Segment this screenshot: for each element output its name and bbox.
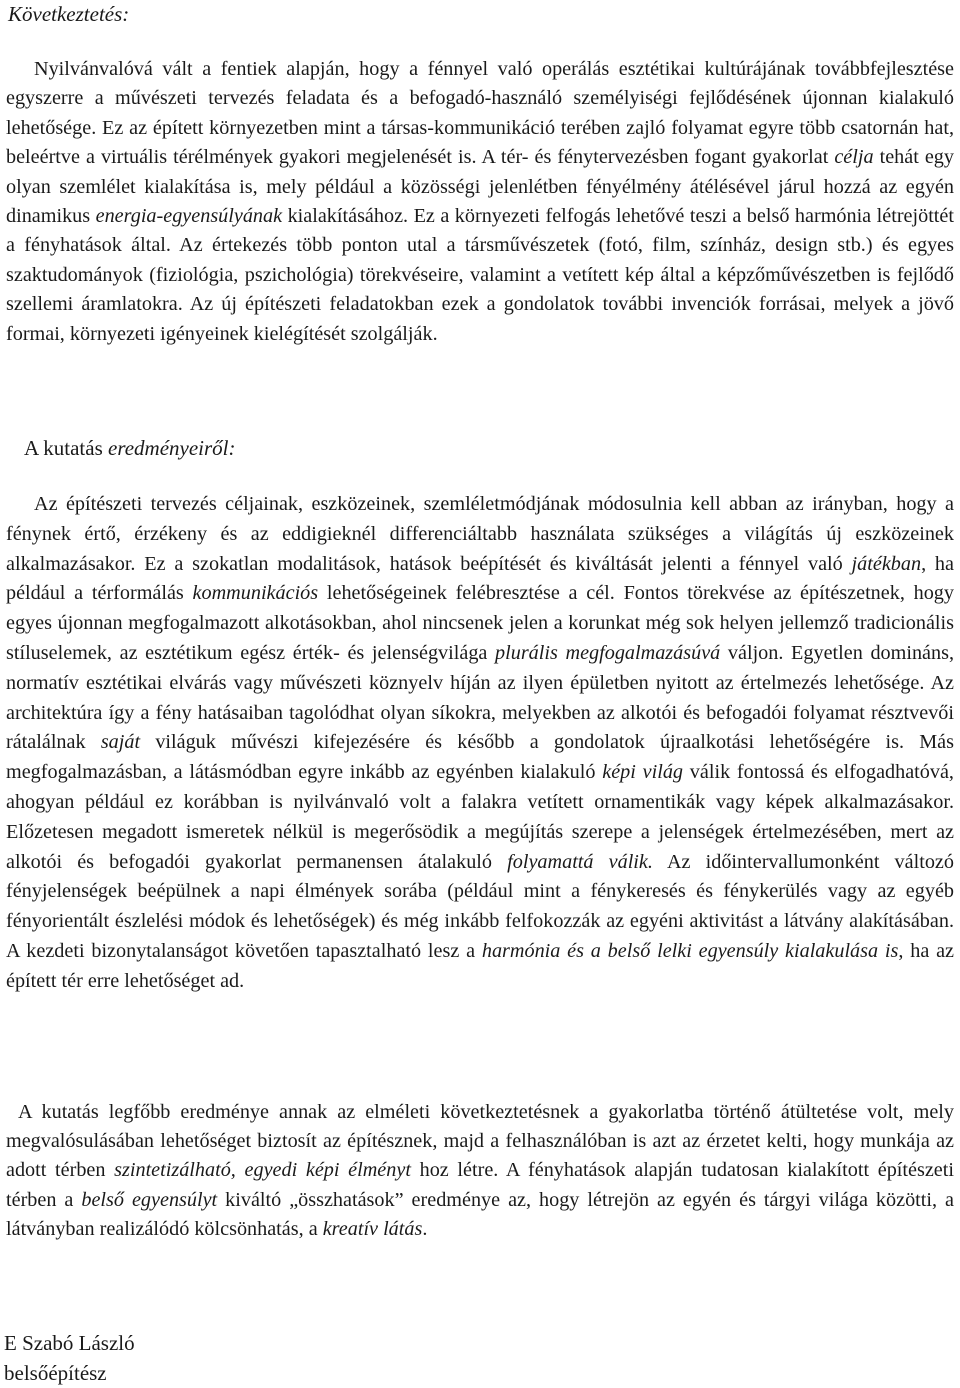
text-segment: Az építészeti tervezés céljainak, eszközeinek, szemléletmódjának módosulnia kell abban az irányban, hogy a fénynek értő, érzékeny és az eddigieknél differenciáltabb használata szükséges a világítás új eszközeinek alkalmazásakor. Ez a szokatlan modalitások, hatások beépítését és kiváltását jelenti a fénnyel való	[6, 493, 954, 575]
results-heading-italic: eredményeiről:	[108, 436, 236, 460]
text-segment: lehetőségeinek felébresztése a cél. Fontos törekvése az építészetnek, hogy egyes újonnan megfogalmazott alkotásokban, ahol nincsenek jelen a korunkat még sok helyen jellemző tradicionális stíluselemek, az esztétikum egész érték- és jelenségvilága	[6, 582, 954, 664]
signature-block	[4, 1328, 135, 1388]
text-segment: Az időintervallumonként változó fényjelenségek beépülnek a napi élmények sorába (például mint a fénykeresés és fénykerülés vagy az egyéb fényorientált észlelési módok és lehetőségek) és még inkább felfokozzák az egyéni aktivitást a látvány alakításában. A kezdeti bizonytalanságot követően tapasztalható lesz a	[6, 850, 954, 962]
italic-text-segment: energia-egyensúlyának	[95, 205, 283, 228]
text-segment: Nyilvánvalóvá vált a fentiek alapján, hogy a fénnyel való operálás esztétikai kultúrájának továbbfejlesztése egyszerre a művészeti tervezés feladata és a befogadó-használó személyiségi fejlődésének újonnan kialakuló lehetősége. Ez az épített környezetben mint a társas-kommunikáció terében zajló folyamat egyre több csatornán hat, beleértve a virtuális térélmények gyakori megjelenését is. A tér- és fénytervezésben fogant gyakorlat	[6, 58, 954, 169]
signature-name: E Szabó László	[4, 1331, 135, 1355]
text-segment: válik fontossá és elfogadhatóvá, ahogyan például ez korábban is nyilvánvaló volt a falakra vetített ornamentikák vagy képek alkalmazásakor. Előzetesen megadott ismeretek nélkül is megerősödik a megújítás szerepe a jelenségek értelmezésében, mert az alkotói és befogadói gyakorlat permanensen átalakuló	[6, 761, 954, 873]
italic-text-segment: folyamattá válik.	[507, 850, 653, 873]
italic-text-segment: kreatív látás	[322, 1217, 423, 1240]
italic-text-segment: belső egyensúlyt	[81, 1188, 218, 1211]
text-segment: tehát egy olyan szemlélet kialakítása is, mely például a közösségi jelenlétben fényélmény átélésével járul hozzá az egyén dinamikus	[6, 146, 954, 228]
italic-text-segment: célja	[834, 146, 874, 169]
text-segment: váljon. Egyetlen domináns, normatív esztétikai elvárás vagy művészeti köznyelv híján az ilyen épületben nyitott az értelmezés lehetősége. Az architektúra így a fény hatásaiban tagolódhat olyan síkokra, melyekben az alkotói és befogadói folyamat résztvevői rátalálnak	[6, 641, 955, 754]
italic-text-segment: szintetizálható, egyedi képi élményt	[114, 1159, 411, 1182]
results-heading-plain: A kutatás	[24, 436, 108, 460]
text-segment: kialakításához. Ez a környezeti felfogás lehetővé teszi a belső harmónia létrejöttét a fényhatások által. Az értekezés több ponton utal a társművészetek (fotó, film, színház, design stb.) és egyes szaktudományok (fiziológia, pszichológia) törekvéseire, valamint a vetített kép által a képzőművészetben is fejlődő szellemi áramlatokra. Az új építészeti feladatokban ezek a gondolatok további invenciók forrásai, melyek a jövő formai, környezeti igényeinek kielégítését szolgálják.	[6, 205, 954, 345]
text-segment: hoz létre. A fényhatások alapján tudatosan kialakított építészeti térben a	[6, 1159, 954, 1211]
italic-text-segment: harmónia és a belső lelki egyensúly kialakulása is	[481, 939, 899, 962]
italic-text-segment: kommunikációs	[192, 582, 319, 605]
text-segment: kiváltó „összhatások” eredménye az, hogy létrejön az egyén és tárgyi világa közötti, a látványban realizálódó kölcsönhatás, a	[6, 1188, 954, 1240]
results-heading	[24, 434, 236, 462]
text-segment: , ha az épített tér erre lehetőséget ad.	[6, 939, 954, 992]
italic-text-segment: képi világ	[602, 761, 684, 784]
italic-text-segment: saját	[100, 731, 141, 754]
italic-text-segment: játékban	[851, 552, 922, 575]
results-paragraph-2	[6, 1098, 954, 1244]
text-segment: világuk művészi kifejezésére és később a gondolatok újraalkotási lehetőségére is. Más megfogalmazásban, a látásmódban egyre inkább az egyénben kialakuló	[6, 731, 954, 784]
conclusion-heading: Következtetés:	[8, 2, 130, 26]
text-segment: .	[422, 1217, 428, 1240]
text-segment: , ha például a térformálás	[6, 552, 954, 605]
conclusion-paragraph	[6, 55, 954, 349]
signature-title: belsőépítész	[4, 1361, 107, 1385]
results-paragraph-1	[6, 490, 954, 997]
italic-text-segment: plurális megfogalmazásúvá	[495, 641, 721, 664]
text-segment: A kutatás legfőbb eredménye annak az elméleti következtetésnek a gyakorlatba történő átültetése volt, mely megvalósulásában lehetőséget biztosít az építésznek, majd a felhasználóban is azt az érzetet kelti, hogy munkája az adott térben	[6, 1101, 954, 1182]
